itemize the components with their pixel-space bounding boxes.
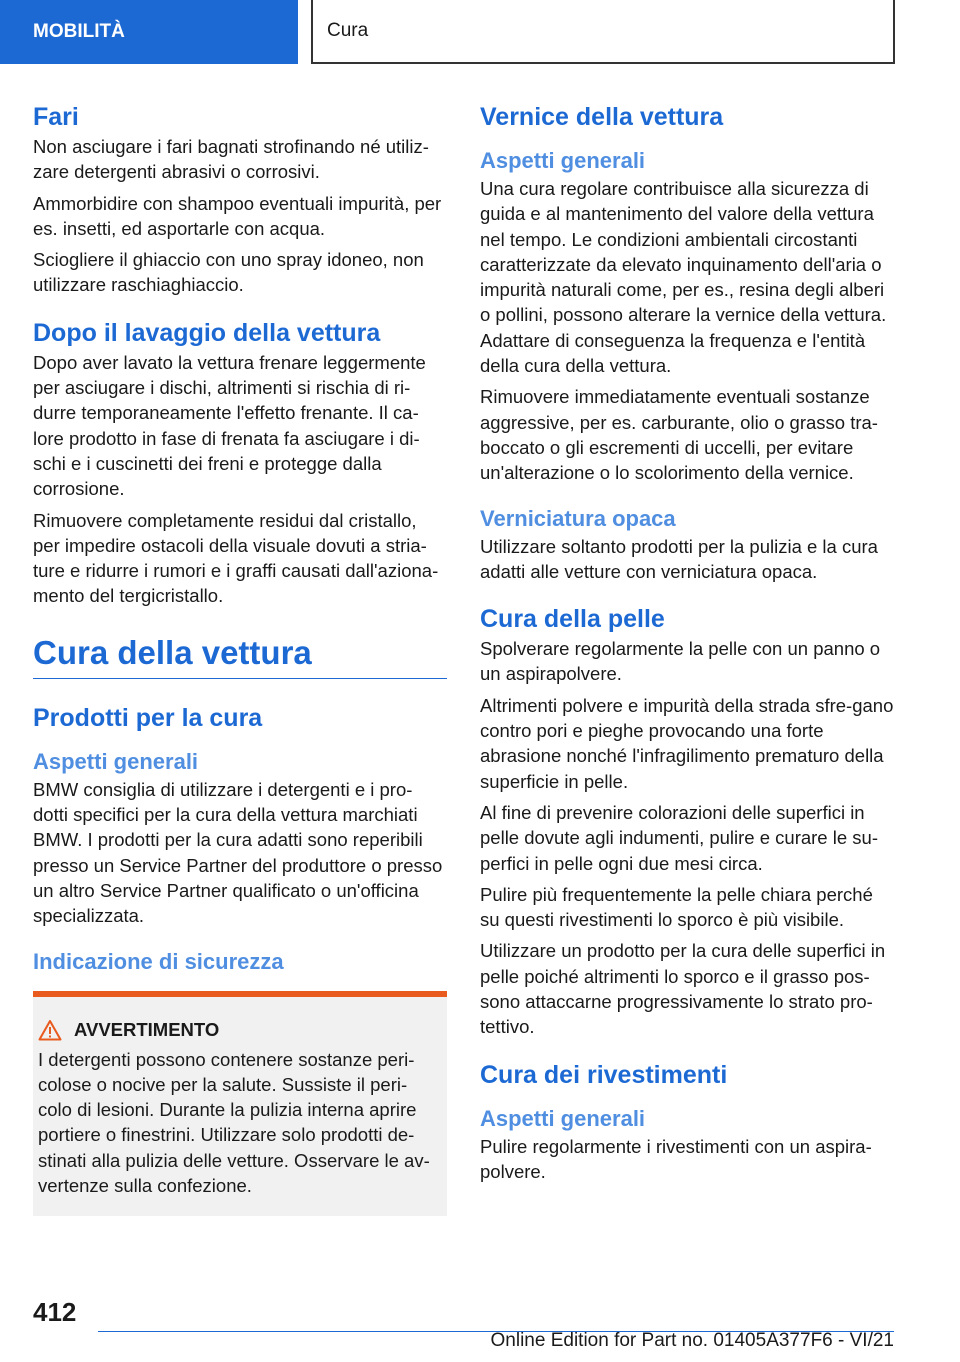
- heading-cura-pelle: Cura della pelle: [480, 605, 665, 634]
- heading-fari: Fari: [33, 103, 79, 131]
- section-title: MOBILITÀ: [33, 21, 125, 42]
- chapter-title: Cura: [327, 20, 369, 41]
- warning-text: I detergenti possono contenere sostanze peri-colose o nocive per la salute. Sussiste il peri-colo di lesioni. Durante la pulizia interna aprire portiere o finestrini. Utilizzare solo prodotti de-stinati alla pulizia delle vetture. Osservare le av-vertenze sulla confezione.: [38, 1048, 430, 1197]
- paragraph: Rimuovere immediatamente eventuali sostanze aggressive, per es. carburante, olio o grasso tra-boccato o gli escrementi di uccelli, per evitare un'alterazione o lo scolorimento della vernice.: [480, 386, 878, 484]
- paragraph: Non asciugare i fari bagnati strofinando né utiliz-zare detergenti abrasivi o corrosivi.: [33, 136, 429, 183]
- heading-vernice: Vernice della vettura: [480, 103, 724, 131]
- footer-edition: Online Edition for Part no. 01405A377F6 - VI/21: [490, 1330, 894, 1351]
- heading-aspetti-generali: Aspetti generali: [480, 1105, 646, 1131]
- paragraph: Una cura regolare contribuisce alla sicurezza di guida e al mantenimento del valore della vettura nel tempo. Le condizioni ambientali circostanti caratterizzate da elevato inquinamento dell'aria o impurità naturali come, per es., resina degli alberi o pollini, possono alterare la vernice della vettura. Adattare di conseguenza la frequenza e l'entità della cura della vettura.: [480, 178, 887, 377]
- paragraph: Pulire regolarmente i rivestimenti con un aspira-polvere.: [480, 1135, 872, 1182]
- paragraph: Spolverare regolarmente la pelle con un panno o un aspirapolvere.: [480, 638, 881, 685]
- left-column: [33, 100, 447, 1216]
- paragraph: Dopo aver lavato la vettura frenare leggermente per asciugare i dischi, altrimenti si rischia di ri-durre temporaneamente l'effetto frenante. Il ca-lore prodotto in fase di frenata fa asciugare i di-schi e i cuscinetti dei freni e protegge dalla corrosione.: [33, 351, 426, 500]
- paragraph: Sciogliere il ghiaccio con uno spray idoneo, non utilizzare raschiaghiaccio.: [33, 249, 424, 296]
- header-section-tab: [0, 0, 298, 64]
- page-number: 412: [33, 1297, 77, 1327]
- heading-indicazione-sicurezza: Indicazione di sicurezza: [33, 948, 284, 974]
- heading-aspetti-generali: Aspetti generali: [480, 148, 646, 173]
- paragraph: Ammorbidire con shampoo eventuali impurità, per es. insetti, ed asportarle con acqua.: [33, 192, 442, 239]
- right-column: [480, 100, 896, 1190]
- heading-prodotti: Prodotti per la cura: [33, 703, 263, 732]
- heading-cura-rivestimenti: Cura dei rivestimenti: [480, 1060, 728, 1089]
- paragraph: Al fine di prevenire colorazioni delle superfici in pelle dovute agli indumenti, pulire e curare le su-perfici in pelle ogni due mesi circa.: [480, 801, 878, 874]
- paragraph: Altrimenti polvere e impurità della strada sfre-gano contro pori e pieghe provocando una forte abrasione nonché l'infragilimento prematuro della superficie in pelle.: [480, 694, 894, 792]
- paragraph: Utilizzare un prodotto per la cura delle superfici in pelle poiché altrimenti lo sporco e il grasso pos-sono attaccarne progressivamente lo strato pro-tettivo.: [480, 940, 886, 1038]
- header-chapter-tab: [311, 0, 895, 64]
- warning-box: [33, 991, 447, 1217]
- warning-header: [38, 1019, 441, 1041]
- paragraph: Rimuovere completamente residui dal cristallo, per impedire ostacoli della visuale dovuti a stria-ture e ridurre i rumori e i graffi causati dall'aziona-mento del tergicristallo.: [33, 509, 439, 607]
- warning-title: AVVERTIMENTO: [74, 1018, 220, 1040]
- section-rule: [33, 631, 447, 679]
- heading-cura-vettura: Cura della vettura: [33, 633, 312, 671]
- paragraph: Utilizzare soltanto prodotti per la pulizia e la cura adatti alle vetture con verniciatura opaca.: [480, 535, 878, 582]
- heading-verniciatura-opaca: Verniciatura opaca: [480, 505, 676, 531]
- paragraph: BMW consiglia di utilizzare i detergenti e i pro-dotti specifici per la cura della vettura marchiati BMW. I prodotti per la cura adatti sono reperibili presso un Service Partner del produttore o presso un altro Service Partner qualificato o un'officina specializzata.: [33, 778, 443, 927]
- paragraph: Pulire più frequentemente la pelle chiara perché su questi rivestimenti lo sporco è più visibile.: [480, 883, 873, 931]
- heading-dopo-lavaggio: Dopo il lavaggio della vettura: [33, 318, 381, 347]
- heading-aspetti-generali: Aspetti generali: [33, 748, 199, 774]
- warning-triangle-icon: [38, 1019, 62, 1041]
